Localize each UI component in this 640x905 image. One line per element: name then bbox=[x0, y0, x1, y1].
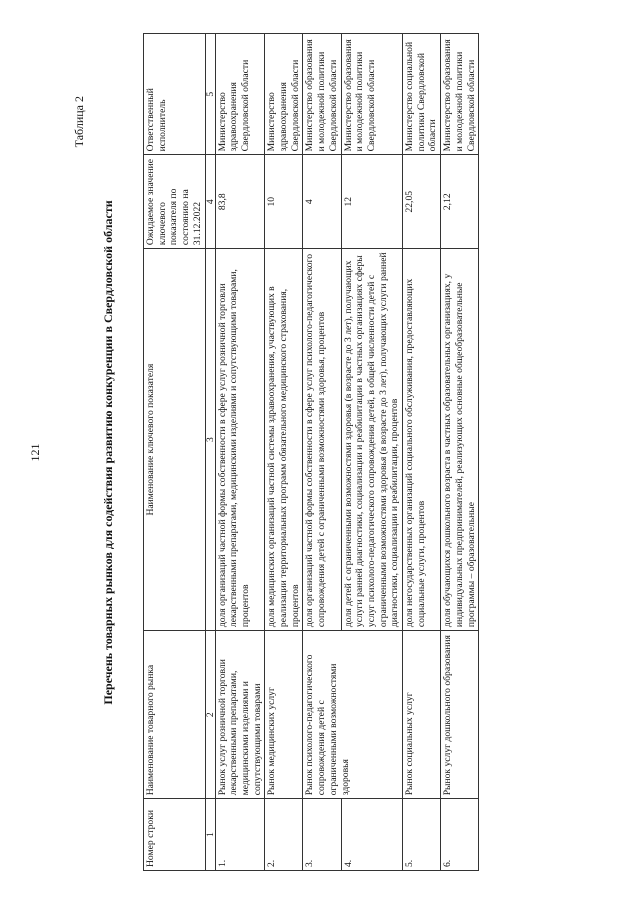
table-caption: Таблица 2 bbox=[72, 96, 86, 148]
row-number: 3. bbox=[303, 799, 341, 871]
executor: Министерство образования и молодежной политики Свердловской области bbox=[303, 34, 341, 155]
markets-table bbox=[143, 33, 479, 871]
header-row-number: Номер строки bbox=[144, 799, 206, 871]
expected-value: 2,12 bbox=[441, 155, 479, 249]
row-number: 4. bbox=[341, 799, 403, 871]
table-title: Перечень товарных рынков для содействия развитию конкуренции в Свердловской области bbox=[101, 200, 115, 705]
indicator-name: доля организаций частной формы собственности в сфере услуг психолого-педагогического сопровождения детей с ограниченными возможностями здоровья, процентов bbox=[303, 249, 341, 631]
table-row bbox=[303, 34, 341, 871]
indicator-name: доля организаций частной формы собственности в сфере услуг розничной торговли лекарственными препаратами, медицинскими изделиями и сопутствующими товарами, процентов bbox=[215, 249, 265, 631]
row-number: 1. bbox=[215, 799, 265, 871]
expected-value: 12 bbox=[341, 155, 403, 249]
expected-value: 10 bbox=[265, 155, 303, 249]
column-number: 3 bbox=[205, 249, 215, 631]
header-expected-value: Ожидаемое значение ключевого показателя по состоянию на 31.12.2022 bbox=[144, 155, 206, 249]
executor: Министерство образования и молодежной политики Свердловской области bbox=[341, 34, 403, 155]
expected-value: 83,8 bbox=[215, 155, 265, 249]
column-number-row bbox=[205, 34, 215, 871]
header-executor: Ответственный исполнитель bbox=[144, 34, 206, 155]
executor: Министерство здравоохранения Свердловской области bbox=[215, 34, 265, 155]
table-row bbox=[441, 34, 479, 871]
row-number: 2. bbox=[265, 799, 303, 871]
header-market-name: Наименование товарного рынка bbox=[144, 631, 206, 799]
table-row bbox=[265, 34, 303, 871]
expected-value: 4 bbox=[303, 155, 341, 249]
column-number: 2 bbox=[205, 631, 215, 799]
table-row bbox=[215, 34, 265, 871]
market-name: Рынок услуг розничной торговли лекарственными препаратами, медицинскими изделиями и сопутствующими товарами bbox=[215, 631, 265, 799]
expected-value: 22,05 bbox=[403, 155, 441, 249]
executor: Министерство здравоохранения Свердловской области bbox=[265, 34, 303, 155]
header-row bbox=[144, 34, 206, 871]
indicator-name: доля негосударственных организаций социального обслуживания, предоставляющих социальные услуги, процентов bbox=[403, 249, 441, 631]
indicator-name: доля детей с ограниченными возможностями здоровья (в возрасте до 3 лет), получающих услуги ранней диагностики, социализации и реабилитации в частных организациях сферы услуг психолого-педагогического сопровождения детей, в общей численности детей с ограниченными возможностями здоровья (в возрасте до 3 лет), получающих услуги ранней диагностики, социализации и реабилитации, процентов bbox=[341, 249, 403, 631]
executor: Министерство образования и молодежной политики Свердловской области bbox=[441, 34, 479, 155]
column-number: 4 bbox=[205, 155, 215, 249]
indicator-name: доля обучающихся дошкольного возраста в частных образовательных организациях, у индивидуальных предпринимателей, реализующих основные общеобразовательные программы – образовательные bbox=[441, 249, 479, 631]
row-number: 5. bbox=[403, 799, 441, 871]
market-name: Рынок услуг дошкольного образования bbox=[441, 631, 479, 799]
market-name: Рынок социальных услуг bbox=[403, 631, 441, 799]
header-indicator-name: Наименование ключевого показателя bbox=[144, 249, 206, 631]
page-number: 121 bbox=[28, 443, 42, 462]
executor: Министерство социальной политики Свердловской области bbox=[403, 34, 441, 155]
indicator-name: доля медицинских организаций частной системы здравоохранения, участвующих в реализации территориальных программ обязательного медицинского страхования, процентов bbox=[265, 249, 303, 631]
table-row bbox=[403, 34, 441, 871]
column-number: 5 bbox=[205, 34, 215, 155]
market-name: Рынок медицинских услуг bbox=[265, 631, 303, 799]
market-name: Рынок психолого-педагогического сопровождения детей с ограниченными возможностями здоровья bbox=[303, 631, 403, 799]
column-number: 1 bbox=[205, 799, 215, 871]
row-number: 6. bbox=[441, 799, 479, 871]
